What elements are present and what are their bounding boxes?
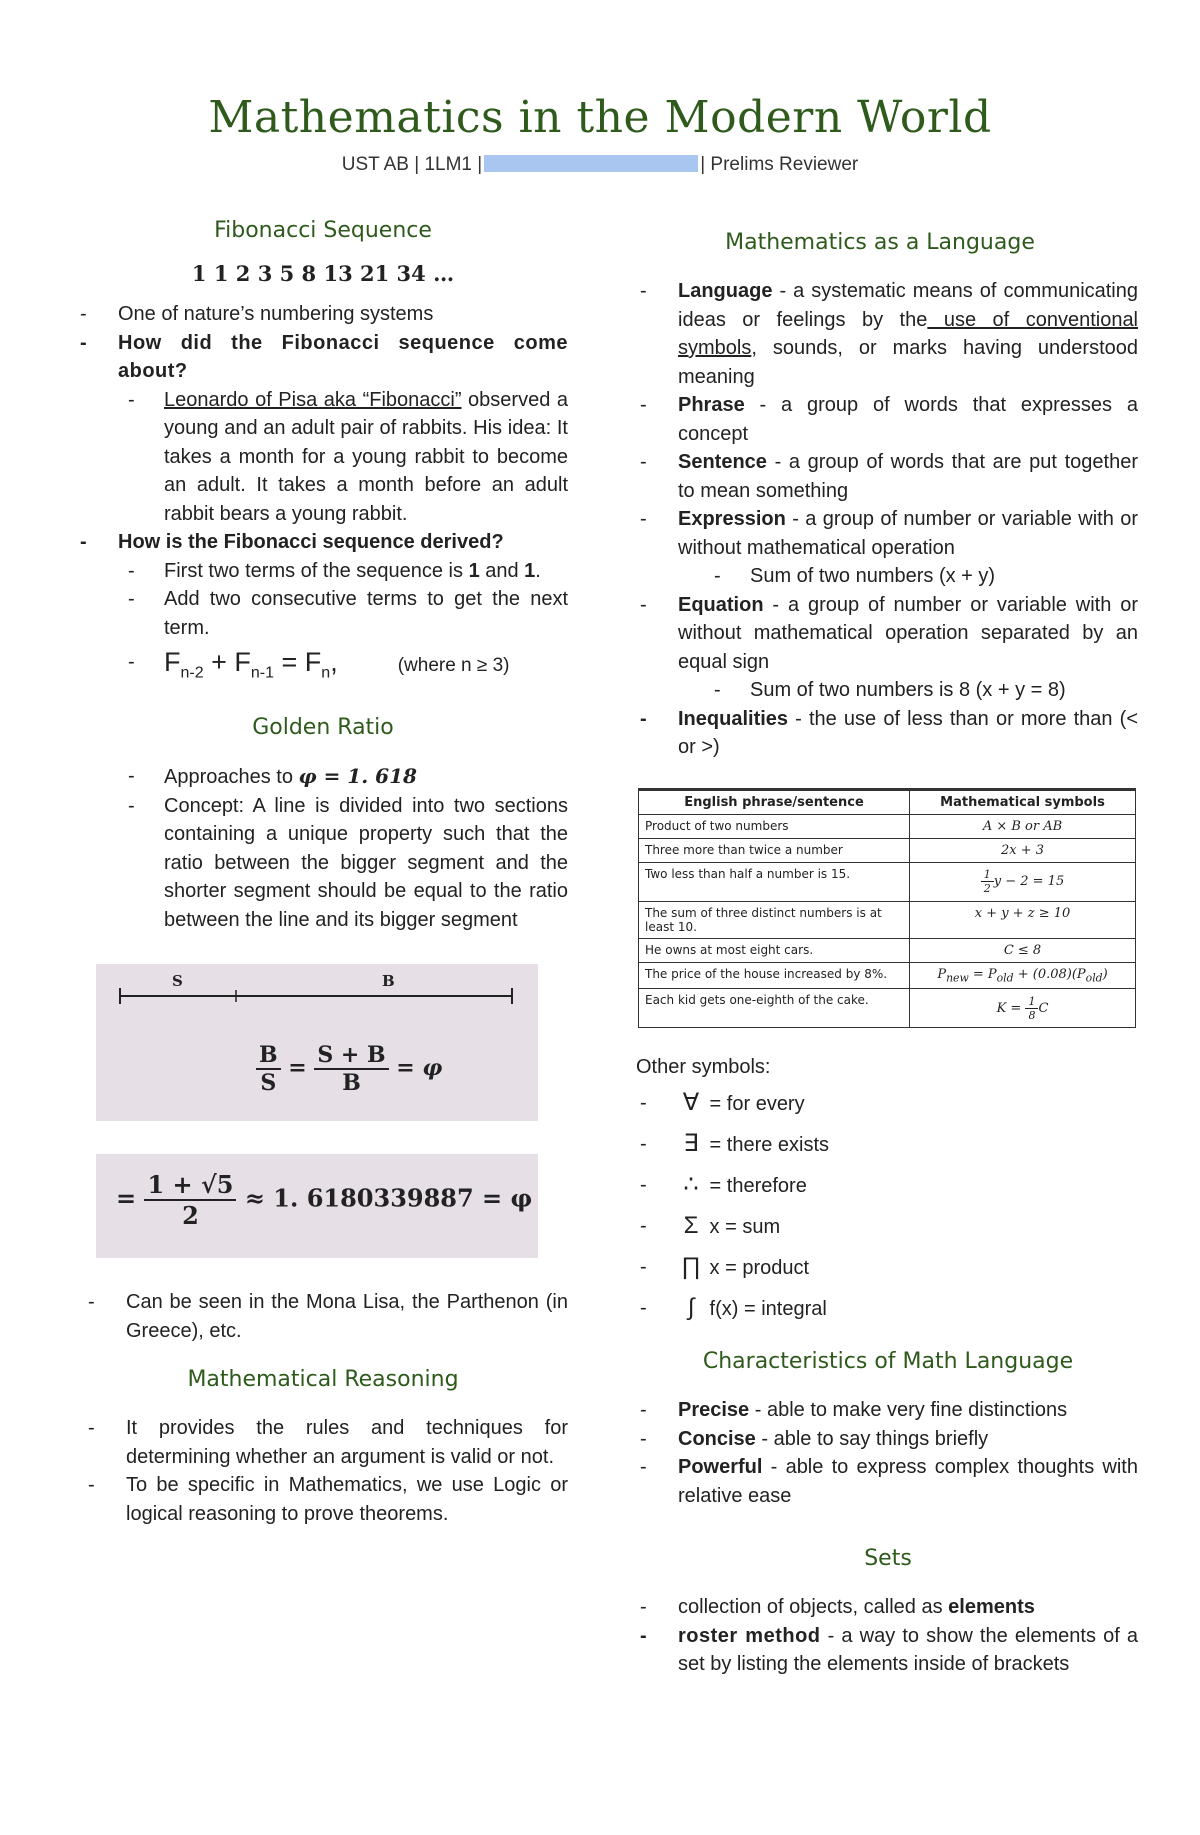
list-item: - Inequalities - the use of less than or more than (< or >) — [638, 705, 1138, 762]
list-item: - Language - a systematic means of communicating ideas or feelings by the use of conventional symbols, sounds, or marks having understood meaning — [638, 277, 1138, 391]
table-row: Each kid gets one-eighth of the cake. K = $\frac{1}{8}$ C — [639, 989, 1136, 1028]
list-item: - ∫ f(x) = integral — [638, 1288, 1138, 1329]
list-item: - Expression - a group of number or variable with or without mathematical operation - Sum of two numbers (x + y) — [638, 505, 1138, 591]
list-item: - How is the Fibonacci sequence derived? - First two terms of the sequence is 1 and 1. - Add two consecutive terms to get the next term. - $F_{n-2} + F_{n-1} = F_n$, (where n ≥ 3) — [78, 528, 568, 693]
sets-list — [638, 1593, 1138, 1679]
list-item: - ∴ = therefore — [638, 1165, 1138, 1206]
table-row: Two less than half a number is 15. $\frac{1}{2}$ y − 2 = 15 — [639, 862, 1136, 901]
heading-fibonacci: Fibonacci Sequence — [214, 218, 432, 243]
list-item: - One of nature’s numbering systems — [78, 300, 568, 329]
golden-ratio-value-box — [96, 1154, 538, 1258]
sum-icon: Σ — [683, 1212, 699, 1240]
table-row: Product of two numbers A × B or AB — [639, 814, 1136, 838]
phrase-symbol-table — [638, 788, 1136, 1029]
golden-value-equation: = $\frac{1 + √5}{2}$ ≈ 1. 6180339887 = φ — [116, 1170, 533, 1231]
other-symbols-label: Other symbols: — [636, 1056, 771, 1079]
subtitle-label: | Prelims Reviewer — [700, 154, 859, 175]
list-item: - ∏ x = product — [638, 1247, 1138, 1288]
table-header: Mathematical symbols — [910, 789, 1136, 814]
golden-extra-list — [78, 1288, 568, 1345]
heading-reasoning: Mathematical Reasoning — [187, 1367, 459, 1393]
list-item: - roster method - a way to show the elements of a set by listing the elements inside of brackets — [638, 1622, 1138, 1679]
list-item: - ∃ = there exists — [638, 1124, 1138, 1165]
fibonacci-sequence: 1 1 2 3 5 8 13 21 34 … — [191, 261, 455, 286]
language-list — [638, 277, 1138, 762]
heading-language: Mathematics as a Language — [725, 230, 1035, 255]
sublist — [118, 386, 568, 529]
golden-list — [78, 762, 568, 934]
list-item: - Σ x = sum — [638, 1206, 1138, 1247]
list-item: - Powerful - able to express complex thoughts with relative ease — [638, 1453, 1138, 1510]
product-icon: ∏ — [681, 1253, 701, 1281]
list-item: - Approaches to φ = 1. 618 — [122, 762, 568, 792]
sublist — [678, 562, 1138, 591]
subtitle-course: UST AB | 1LM1 | — [341, 154, 483, 175]
subtitle — [0, 154, 1200, 176]
sublist — [118, 557, 568, 694]
ratio-equation: $\frac{B}{S}$ = $\frac{S + B}{B}$ = φ — [256, 1042, 442, 1096]
for-every-icon: ∀ — [682, 1089, 700, 1117]
list-item: - How did the Fibonacci sequence come about? - Leonardo of Pisa aka “Fibonacci” observed a young and an adult pair of rabbits. His idea: It takes a month for a young rabbit to become an adult. It takes a month before an adult rabbit bears a young rabbit. — [78, 329, 568, 529]
list-item: - Equation - a group of number or variable with or without mathematical operation separated by an equal sign - Sum of two numbers is 8 (x + y = 8) — [638, 591, 1138, 705]
sublist — [678, 676, 1138, 705]
fibonacci-formula: - $F_{n-2} + F_{n-1} = F_n$, (where n ≥ 3) — [122, 642, 568, 693]
redacted-name-bar — [484, 155, 698, 172]
list-item: - Phrase - a group of words that expresses a concept — [638, 391, 1138, 448]
fibonacci-list — [78, 300, 568, 693]
list-item: - ∀ = for every — [638, 1083, 1138, 1124]
list-item: - Leonardo of Pisa aka “Fibonacci” observed a young and an adult pair of rabbits. His idea: It takes a month for a young rabbit to become an adult. It takes a month before an adult rabbit bears a young rabbit. — [122, 386, 568, 529]
list-item: - Precise - able to make very fine distinctions — [638, 1396, 1138, 1425]
list-item: - Sum of two numbers (x + y) — [708, 562, 1138, 591]
there-exists-icon: ∃ — [683, 1130, 699, 1158]
right-column — [638, 230, 1138, 1679]
table-row: The price of the house increased by 8%. $P_{new} = P_{old} + (0.08)(P_{old})$ — [639, 962, 1136, 989]
therefore-icon: ∴ — [683, 1171, 699, 1199]
table-row: Three more than twice a number 2x + 3 — [639, 838, 1136, 862]
segment-label-b: B — [382, 972, 395, 991]
list-item: - Concise - able to say things briefly — [638, 1425, 1138, 1454]
heading-sets: Sets — [864, 1546, 912, 1572]
table-row: The sum of three distinct numbers is at least 10. x + y + z ≥ 10 — [639, 901, 1136, 938]
list-item: - It provides the rules and techniques for determining whether an argument is valid or not. — [86, 1414, 568, 1471]
table-row: He owns at most eight cars. C ≤ 8 — [639, 938, 1136, 962]
list-item: - collection of objects, called as elements — [638, 1593, 1138, 1622]
heading-characteristics: Characteristics of Math Language — [702, 1349, 1074, 1375]
list-item: - Add two consecutive terms to get the next term. — [122, 585, 568, 642]
list-item: - Sum of two numbers is 8 (x + y = 8) — [708, 676, 1138, 705]
heading-golden-ratio: Golden Ratio — [252, 715, 394, 741]
list-item: - Concept: A line is divided into two sections containing a unique property such that the ratio between the bigger segment and the shorter segment should be equal to the ratio between the line and its bigger segment — [122, 792, 568, 935]
golden-ratio-diagram — [96, 964, 538, 1121]
page-title: Mathematics in the Modern World — [208, 92, 992, 143]
symbols-list — [638, 1083, 1138, 1329]
left-column — [78, 218, 568, 1528]
table-header: English phrase/sentence — [639, 789, 910, 814]
list-item: - Can be seen in the Mona Lisa, the Parthenon (in Greece), etc. — [86, 1288, 568, 1345]
list-item: - First two terms of the sequence is 1 and 1. — [122, 557, 568, 586]
characteristics-list — [638, 1396, 1138, 1510]
list-item: - Sentence - a group of words that are put together to mean something — [638, 448, 1138, 505]
segment-label-s: S — [172, 972, 183, 991]
reasoning-list — [78, 1414, 568, 1528]
list-item: - To be specific in Mathematics, we use Logic or logical reasoning to prove theorems. — [86, 1471, 568, 1528]
integral-icon: ∫ — [687, 1294, 695, 1322]
